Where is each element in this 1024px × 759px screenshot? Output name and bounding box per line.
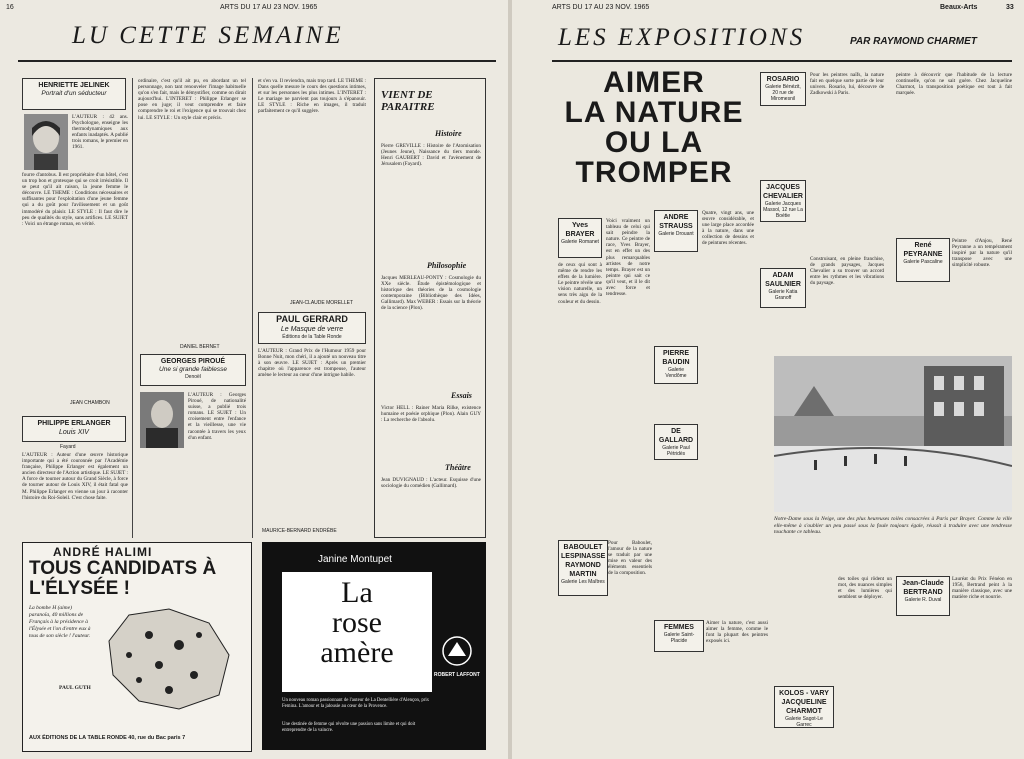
ad-montupet-title-line1: La	[341, 576, 373, 609]
box-chevalier	[760, 180, 806, 222]
box-rosario	[760, 72, 806, 106]
main-headline	[554, 68, 754, 188]
right-title-rule	[552, 60, 1012, 62]
review-jelinek-title: Portrait d'un séducteur	[41, 90, 107, 97]
box-bertrand	[896, 576, 950, 616]
right-section-label: Beaux-Arts	[940, 4, 978, 11]
painting-photo-notre-dame	[774, 356, 1012, 512]
saulnier-article-text: Construisant, en pleine franchise, de grands paysages, Jacques Chevalier a su trouver un accord entre les rythmes et les vibrations du paysage.	[810, 256, 884, 287]
box-strauss-gallery: Galerie Drouant	[658, 231, 694, 237]
portrait-photo	[140, 392, 184, 448]
box-kolos-name: KOLOS - VARY JACQUELINE CHARMOT	[779, 690, 829, 715]
headline-line3: OU LA	[604, 126, 704, 159]
author-photo-jelinek	[24, 114, 68, 170]
essais-label: Essais	[451, 391, 472, 400]
box-rosario-gallery: Galerie Bénézit, 20 rue de Miromesnil	[765, 84, 801, 102]
box-brayer	[558, 218, 602, 258]
snow-cityscape-painting	[774, 356, 1012, 512]
left-section-title: LU CETTE SEMAINE	[72, 22, 344, 49]
column2-signature: DANIEL BERNET	[180, 344, 220, 350]
publisher-emblem-icon	[440, 634, 474, 668]
headline-line2: LA NATURE	[564, 96, 744, 129]
right-column4-text: peintre à découvrir que l'habitude de la lecture continuelle, qu'on ne sait guère. Chez Jacqueline Charmot, la transposition poétique est tout à fait marquée.	[896, 72, 1012, 97]
theatre-text: Jean DUVIGNAUD : L'acteur. Esquisse d'une sociologie du comédien (Gallimard).	[381, 477, 481, 490]
box-baudin-name: PIERRE BAUDIN	[662, 350, 690, 366]
ad-halimi-publisher: AUX ÉDITIONS DE LA TABLE RONDE 40, rue du Bac paris 7	[29, 735, 186, 741]
column2-text: ordinaire, c'est qu'il ait pu, en abordant un tel personnage, non tant renouveler l'image habituelle qu'on s'en fait, mais le démystifier, comme on dirait aujourd'hui. L'INTERET : Philippe Erlanger se pose en juge; il veut comprendre et faire comprendre le roi et l'exigence qui se trouvait chez lui. LE STYLE : Un style clair et précis.	[138, 78, 246, 121]
box-baudin	[654, 346, 698, 384]
review-erlanger-author: PHILIPPE ERLANGER	[37, 420, 111, 427]
review-jelinek-author: HENRIETTE JELINEK	[38, 82, 110, 89]
review-erlanger-header	[22, 416, 126, 442]
author-photo-piroue	[140, 392, 184, 448]
right-page	[512, 0, 1024, 759]
box-femmes-gallery: Galerie Saint-Placide	[663, 632, 695, 644]
baboulet-article-text: Pour Baboulet, l'amour de la nature se traduit par une mise en valeur des éléments essentiels de la composition.	[608, 540, 652, 577]
review-piroue-author: GEORGES PIROUÉ	[160, 358, 226, 365]
vient-de-paraitre-box	[374, 78, 486, 538]
histoire-text: Pierre GREVILLE : Histoire de l'Atomisation (Jeunes Jeune), Naissance du tiers monde. Henri GAUBERT : David et l'avènement de Jérusalem (Fayard).	[381, 143, 481, 168]
box-saulnier	[760, 268, 806, 308]
theatre-label: Théâtre	[445, 463, 471, 472]
box-rosario-name: ROSARIO	[766, 76, 800, 83]
ad-montupet-title-card	[282, 572, 432, 692]
review-erlanger-publisher: Fayard	[60, 444, 76, 450]
box-femmes	[654, 620, 704, 652]
box-kolos-gallery: Galerie Sagot-Le Garrec	[785, 716, 823, 728]
review-piroue-body: L'AUTEUR : Georges Piroué, de nationalité suisse, a publié trois romans. LE SUJET : Un croisement entre l'enfance et la vieillesse, une vie racontée à travers les yeux d'un enfant.	[188, 392, 246, 441]
box-brayer-gallery: Galerie Romanet	[561, 239, 599, 245]
ad-andre-halimi	[22, 542, 252, 752]
box-baboulet-name: BABOULET LESPINASSE RAYMOND MARTIN	[561, 544, 606, 578]
ad-montupet-blurb2: Une destinée de femme qui révolte une passion sans limite et qui doit entreprendre de la vaincre.	[282, 722, 416, 733]
box-femmes-name: FEMMES	[664, 624, 694, 631]
box-gallard-gallery: Galerie Paul Pétridès	[662, 445, 690, 457]
review-jelinek-intro: L'AUTEUR : 42 ans. Psychologue, enseigne les thermodynamiques aux enfants inadaptés. A publié trois romans, le premier en 1961.	[72, 114, 128, 151]
box-chevalier-name: JACQUES CHEVALIER	[763, 184, 803, 200]
box-bertrand-gallery: Galerie R. Duval	[904, 597, 942, 603]
france-map-illustration	[99, 605, 239, 715]
brayer-article-text: Voici vraiment un tableau de celui qui sait peindre la nature. Ce peintre de race, Yves Brayer, est en effet un des plus remarquables artistes de notre temps. Brayer est un peintre qui sait ce qu'il veut, et il le dit avec force et tendresse.	[606, 218, 650, 298]
review-gerrard-header	[258, 312, 366, 344]
philosophie-label: Philosophie	[427, 261, 467, 270]
right-running-head: ARTS DU 17 AU 23 NOV. 1965	[552, 4, 650, 11]
review-gerrard-title: Le Masque de verre	[280, 326, 344, 333]
review-gerrard-body: L'AUTEUR : Grand Prix de l'Humour 1959 pour Bonne Nuit, mon chéri, il a ajouté un nouveau titre à son œuvre. LE SUJET : Après un premier chapitre où l'apparence est trompeuse, l'auteur amène le lecteur au cœur d'une intrigue habile.	[258, 348, 366, 379]
box-gallard	[654, 424, 698, 460]
review-erlanger-body: L'AUTEUR : Auteur d'une œuvre historique importante qui a été couronnée par l'Académie française, Philippe Erlanger est également un ancien directeur de l'Action artistique. LE SUJET : A force de tourner autour du Grand Siècle, à force de tourner autour de Louis XIV, il était fatal que M. Philippe Erlanger en vienne un jour à raconter l'histoire du Roi-Soleil. C'est chose faite.	[22, 452, 128, 501]
review-piroue-title: Une si grande faiblesse	[159, 366, 227, 373]
box-brayer-name: Yves BRAYER	[565, 222, 595, 238]
review-erlanger-title: Louis XIV	[59, 429, 89, 436]
bertrand-article-text: Lauréat du Prix Fénéon en 1956, Bertrand peint à la manière classique, avec une matière riche et nourrie.	[952, 576, 1012, 601]
ad-halimi-quote-author: PAUL GUTH	[59, 685, 91, 691]
rosario-article-text: Pour les peintres naïfs, la nature fait en quelque sorte partie de leur univers. Rosario, lui, découvre de Zadkowski à Paris.	[810, 72, 884, 97]
left-title-rule	[18, 60, 496, 62]
vient-de-paraitre-heading: VIENT DE PARAITRE	[381, 89, 435, 113]
box-peyranne-gallery: Galerie Pascaline	[903, 259, 943, 265]
histoire-label: Histoire	[435, 129, 462, 138]
right-byline: PAR RAYMOND CHARMET	[850, 36, 977, 47]
review-jelinek-body: fourre d'antobus. Il est propriétaire d'un hôtel, c'est un trop bon et grotesque qui se croit irrésistible. Il se peut qu'il ait raison, la jeune femme le découvre. LE THEME : Conditions nécessaires et suffisantes pour l'exploitation d'une jeune femme qui a du goût pour l'avilissement et un goût immodéré du plaisir. LE STYLE : Il faut dire le peu de qualités du style, sans artifices. LE SUJET : Voici un étrange roman, en vérité.	[22, 172, 128, 227]
ad-montupet-title-line2: rose	[332, 606, 382, 639]
box-strauss-name: ANDRE STRAUSS	[659, 214, 693, 230]
brayer-article-continued: de ceux qui sont à même de rendre les effets de la lumière. Le peintre révèle une vision naturelle, un sens très aigu de la couleur et du dessin.	[558, 262, 602, 305]
kolos-article-text: des toiles qui rôdent un mot, des nuances simples et des lumières qui semblent se déployer.	[838, 576, 892, 601]
ad-montupet-author: Janine Montupet	[318, 554, 392, 565]
box-bertrand-name: Jean-Claude BERTRAND	[902, 580, 944, 596]
right-section-title: LES EXPOSITIONS	[558, 24, 806, 51]
peyranne-article-text: Peintre d'Anjou, René Peyranne a un tempérament inspiré par la nature qu'il transpose avec une simplicité robuste.	[952, 238, 1012, 269]
ad-halimi-title: TOUS CANDIDATS À L'ÉLYSÉE !	[29, 558, 217, 599]
left-running-head: ARTS DU 17 AU 23 NOV. 1965	[220, 4, 318, 11]
philosophie-text: Jacques MERLEAU-PONTY : Cosmologie du XXe siècle. Étude épistémologique et historique des théories de la cosmologie contemporaine (Bibliothèque des Idées, Gallimard). Max WEBER : Essais sur la théorie de la science (Plon).	[381, 275, 481, 312]
review-jelinek-header	[22, 78, 126, 110]
box-baboulet-gallery: Galerie Les Maîtres	[561, 579, 605, 585]
ad-montupet-publisher: ROBERT LAFFONT	[434, 672, 480, 678]
box-strauss	[654, 210, 698, 252]
box-baudin-gallery: Galerie Vendôme	[665, 367, 687, 379]
strauss-article-text: Quatre, vingt ans, une œuvre considérable, et une large place accordée à la nature, dans une collection de dessins et de peintures récentes.	[702, 210, 754, 247]
ad-rose-amere	[262, 542, 486, 750]
review-gerrard-author: PAUL GERRARD	[276, 314, 348, 324]
review-jelinek-signature: JEAN CHAMBON	[70, 400, 110, 406]
review-piroue-publisher: Denoël	[185, 374, 201, 380]
ad-halimi-author: ANDRÉ HALIMI	[53, 545, 153, 559]
right-page-number: 33	[1006, 4, 1014, 11]
box-kolos	[774, 686, 834, 728]
column-divider	[252, 78, 253, 538]
left-page-number: 16	[6, 4, 14, 11]
box-chevalier-gallery: Galerie Jacques Massol, 12 rue La Boétie	[763, 201, 803, 219]
ad-montupet-title-line3: amère	[320, 636, 394, 669]
painting-caption: Notre-Dame sous la Neige, une des plus heureuses toiles consacrées à Paris par Brayer. Comme la ville elle-même à s'oublier un peu passé sous la foule toujours égale, réussit à traduire avec une tendresse touchante ce tableau.	[774, 516, 1012, 535]
femmes-article-text: Aimer la nature, c'est aussi aimer la femme, comme le font la plupart des peintres exposés ici.	[706, 620, 768, 645]
box-baboulet	[558, 540, 608, 596]
box-gallard-name: DE GALLARD	[658, 428, 694, 444]
box-peyranne-name: René PEYRANNE	[903, 242, 943, 258]
essais-text: Victor HELL : Rainer Maria Rilke, existence humaine et poésie orphique (Plon). Alain GUY : La recherche de l'absolu.	[381, 405, 481, 424]
ad-montupet-blurb1: Un nouveau roman passionnant de l'auteur de La Dentellière d'Alençon, prix Femina. L'amour et la jalousie au cœur de la Provence.	[282, 698, 430, 709]
review-gerrard-signature: MAURICE-BERNARD ENDRÈBE	[262, 528, 337, 534]
headline-line1: AIMER	[603, 66, 705, 99]
box-peyranne	[896, 238, 950, 282]
box-saulnier-name: ADAM SAULNIER	[765, 272, 801, 288]
review-piroue-header	[140, 354, 246, 386]
headline-line4: TROMPER	[575, 156, 733, 189]
column3-signature: JEAN-CLAUDE MORELLET	[290, 300, 354, 306]
portrait-photo	[24, 114, 68, 170]
column-divider	[132, 78, 133, 538]
left-page	[0, 0, 508, 759]
box-saulnier-gallery: Galerie Katia Granoff	[768, 289, 798, 301]
ad-halimi-quote: La bombe H (aime) paranoïa, 40 millions de Français à la présidence à l'Élysée et l'on d'entre eux à tous de son siècle ! l'auteur.	[29, 605, 91, 639]
column3-text: et s'en va. Il reviendra, mais trop tard. LE THEME : Dans quelle mesure le cours des questions intimes, et sur les personnes les plus intimes. L'INTERET : Le mariage ne parvient pas toujours à s'épanouir. LE STYLE : Riche en images, il traduit parfaitement ce qu'il suggère.	[258, 78, 366, 115]
review-gerrard-publisher: Éditions de la Table Ronde	[282, 334, 342, 340]
